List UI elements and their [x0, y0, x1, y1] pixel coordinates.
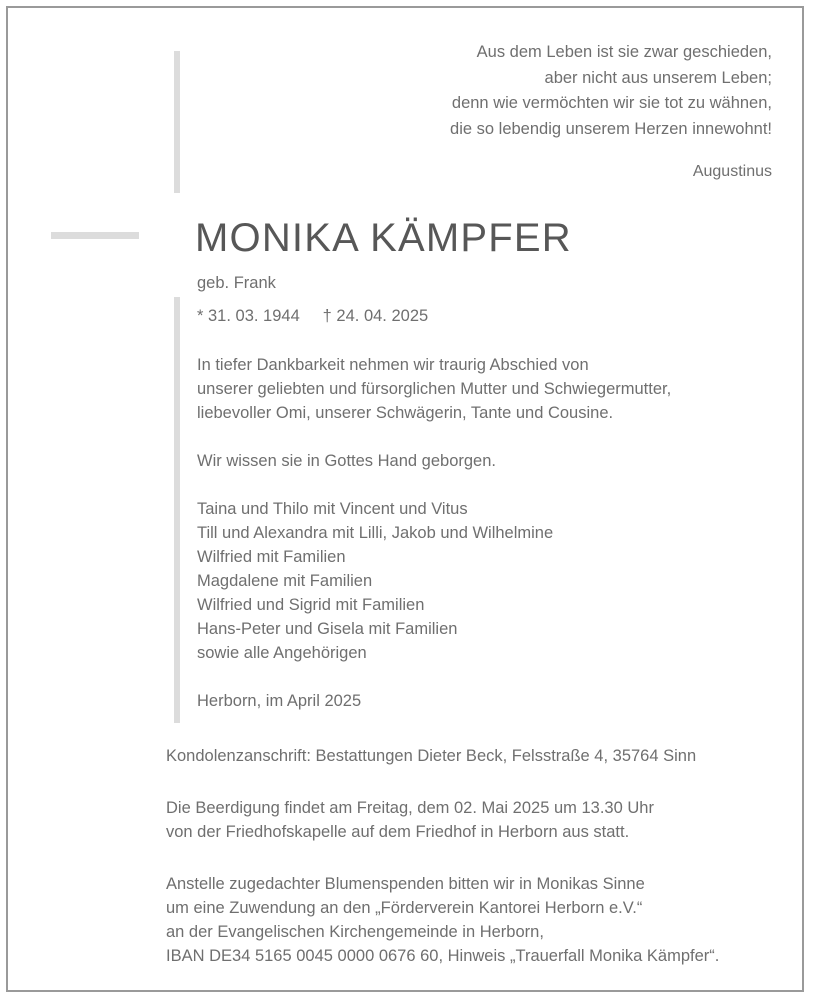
spacer: [197, 473, 777, 497]
place-and-date: Herborn, im April 2025: [197, 692, 362, 710]
spacer: [166, 768, 791, 796]
deceased-name: MONIKA KÄMPFER: [195, 216, 572, 260]
epigraph-attribution: Augustinus: [692, 163, 772, 180]
obituary-notice: [6, 6, 804, 992]
funeral-line: von der Friedhofskapelle auf dem Friedhof in Herborn aus statt.: [166, 823, 630, 841]
deceased-life-dates: * 31. 03. 1944 † 24. 04. 2025: [197, 307, 429, 325]
donation-line: Anstelle zugedachter Blumenspenden bitten wir in Monikas Sinne: [166, 875, 645, 893]
tribute-block: [197, 353, 777, 713]
list-item: Wilfried und Sigrid mit Familien: [197, 596, 425, 614]
list-item: Magdalene mit Familien: [197, 572, 373, 590]
list-item: Hans-Peter und Gisela mit Familien: [197, 620, 458, 638]
epigraph-quote: [172, 40, 772, 185]
donation-line: um eine Zuwendung an den „Förderverein Kantorei Herborn e.V.“: [166, 899, 643, 917]
donation-iban-line: IBAN DE34 5165 0045 0000 0676 60, Hinweis „Trauerfall Monika Kämpfer“.: [166, 947, 720, 965]
epigraph-line: Aus dem Leben ist sie zwar geschieden,: [476, 43, 772, 61]
funeral-line: Die Beerdigung findet am Freitag, dem 02. Mai 2025 um 13.30 Uhr: [166, 799, 654, 817]
survivors-list: [197, 497, 777, 665]
list-item: Till und Alexandra mit Lilli, Jakob und Wilhelmine: [197, 524, 554, 542]
logistics-block: [166, 744, 791, 968]
epigraph-line: die so lebendig unserem Herzen innewohnt!: [450, 119, 772, 138]
epigraph-line: denn wie vermöchten wir sie tot zu wähnen,: [451, 94, 772, 112]
list-item: Wilfried mit Familien: [197, 548, 346, 566]
donation-line: an der Evangelischen Kirchengemeinde in Herborn,: [166, 923, 544, 941]
spacer: [197, 665, 777, 689]
spacer: [166, 844, 791, 872]
faith-line: Wir wissen sie in Gottes Hand geborgen.: [197, 452, 496, 470]
condolence-address: Kondolenzanschrift: Bestattungen Dieter Beck, Felsstraße 4, 35764 Sinn: [166, 747, 697, 765]
vertical-rule-lower: [174, 297, 180, 723]
horizontal-dash-ornament: [51, 232, 139, 239]
deceased-maiden-name: geb. Frank: [197, 274, 276, 292]
spacer: [197, 425, 777, 449]
notice-inner: [8, 8, 802, 990]
epigraph-line: aber nicht aus unserem Leben;: [544, 68, 772, 87]
tribute-line: liebevoller Omi, unserer Schwägerin, Tante und Cousine.: [197, 404, 614, 422]
tribute-line: unserer geliebten und fürsorglichen Mutter und Schwiegermutter,: [197, 380, 672, 398]
list-item: sowie alle Angehörigen: [197, 644, 367, 662]
tribute-line: In tiefer Dankbarkeit nehmen wir traurig Abschied von: [197, 356, 589, 374]
list-item: Taina und Thilo mit Vincent und Vitus: [197, 500, 468, 518]
